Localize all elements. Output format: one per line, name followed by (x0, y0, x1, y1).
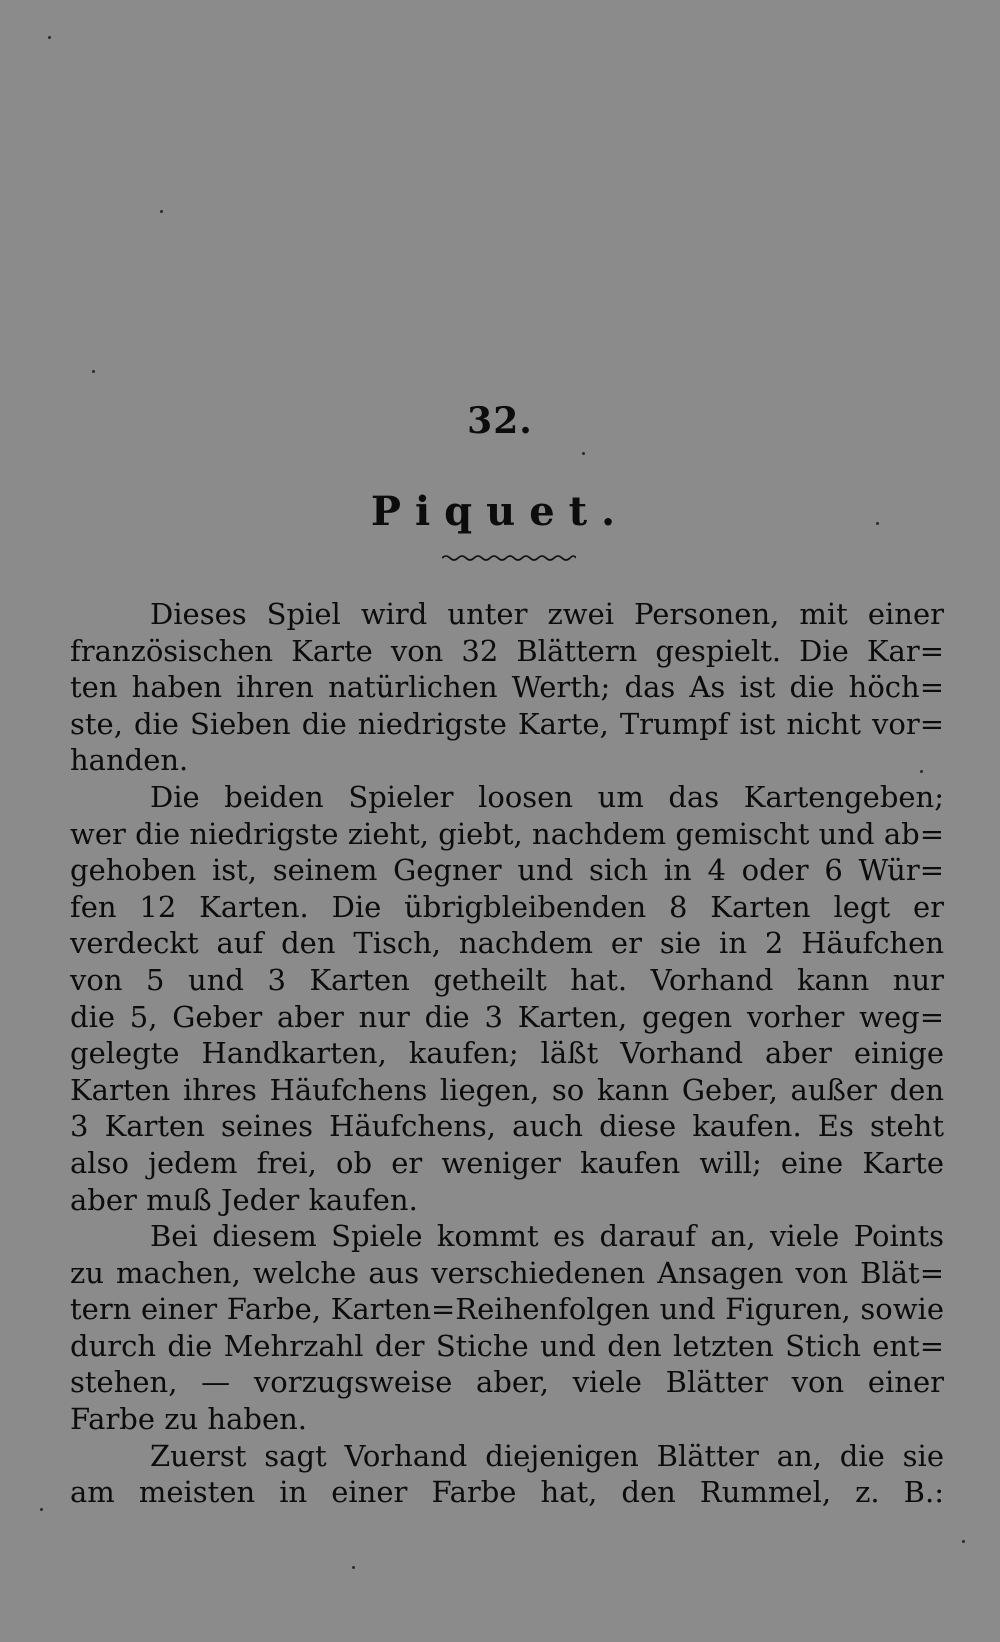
text-line: verdeckt auf den Tisch, nachdem er sie in 2 Häufchen (70, 926, 944, 961)
text-line: Dieses Spiel wird unter zwei Personen, mit einer (150, 597, 944, 631)
scan-speck (920, 770, 923, 773)
text-line: aber muß Jeder kaufen. (70, 1182, 418, 1217)
scan-speck (876, 522, 879, 525)
paragraph-4 (70, 1438, 944, 1511)
paragraph-1 (70, 596, 944, 779)
text-line: also jedem frei, ob er weniger kaufen will; eine Karte (70, 1145, 944, 1180)
scan-speck (352, 1566, 355, 1569)
page-number: 32. (467, 400, 533, 442)
text-line: gelegte Handkarten, kaufen; läßt Vorhand aber einige (70, 1036, 944, 1071)
text-line: Bei diesem Spiele kommt es darauf an, viele Points (150, 1219, 944, 1254)
paragraph-2 (70, 779, 944, 1218)
text-line: ten haben ihren natürlichen Werth; das As ist die höch= (70, 670, 944, 705)
scan-speck (582, 452, 585, 455)
decorative-wavy-rule (442, 552, 576, 564)
text-line: französischen Karte von 32 Blättern gespielt. Die Kar= (70, 633, 944, 668)
text-line: zu machen, welche aus verschiedenen Ansagen von Blät= (70, 1255, 944, 1290)
text-line: die 5, Geber aber nur die 3 Karten, gegen vorher weg= (70, 999, 944, 1034)
body-text (70, 596, 944, 1511)
text-line: am meisten in einer Farbe hat, den Rummel, z. B.: (70, 1475, 944, 1510)
text-line: Zuerst sagt Vorhand diejenigen Blätter an, die sie (150, 1438, 944, 1473)
text-line: ste, die Sieben die niedrigste Karte, Trumpf ist nicht vor= (70, 706, 944, 741)
text-line: wer die niedrigste zieht, giebt, nachdem gemischt und ab= (70, 816, 944, 851)
text-line: Farbe zu haben. (70, 1402, 308, 1437)
text-line: tern einer Farbe, Karten=Reihenfolgen und Figuren, sowie (70, 1292, 944, 1327)
text-line: fen 12 Karten. Die übrigbleibenden 8 Karten legt er (70, 889, 944, 924)
scan-speck (92, 370, 95, 373)
chapter-title: Piquet. (370, 488, 630, 535)
text-line: von 5 und 3 Karten getheilt hat. Vorhand kann nur (70, 962, 944, 997)
scan-speck (160, 210, 163, 213)
text-line: Die beiden Spieler loosen um das Kartengeben; (150, 779, 944, 814)
text-line: 3 Karten seines Häufchens, auch diese kaufen. Es steht (70, 1109, 944, 1144)
text-line: stehen, — vorzugsweise aber, viele Blätter von einer (70, 1365, 944, 1400)
scan-speck (40, 1508, 43, 1511)
scan-speck (48, 36, 51, 39)
text-line: Karten ihres Häufchens liegen, so kann Geber, außer den (70, 1072, 944, 1107)
scan-speck (962, 1540, 965, 1543)
text-line: handen. (70, 743, 189, 778)
text-line: durch die Mehrzahl der Stiche und den letzten Stich ent= (70, 1328, 944, 1363)
text-line: gehoben ist, seinem Gegner und sich in 4 oder 6 Wür= (70, 853, 944, 888)
paragraph-3 (70, 1218, 944, 1438)
